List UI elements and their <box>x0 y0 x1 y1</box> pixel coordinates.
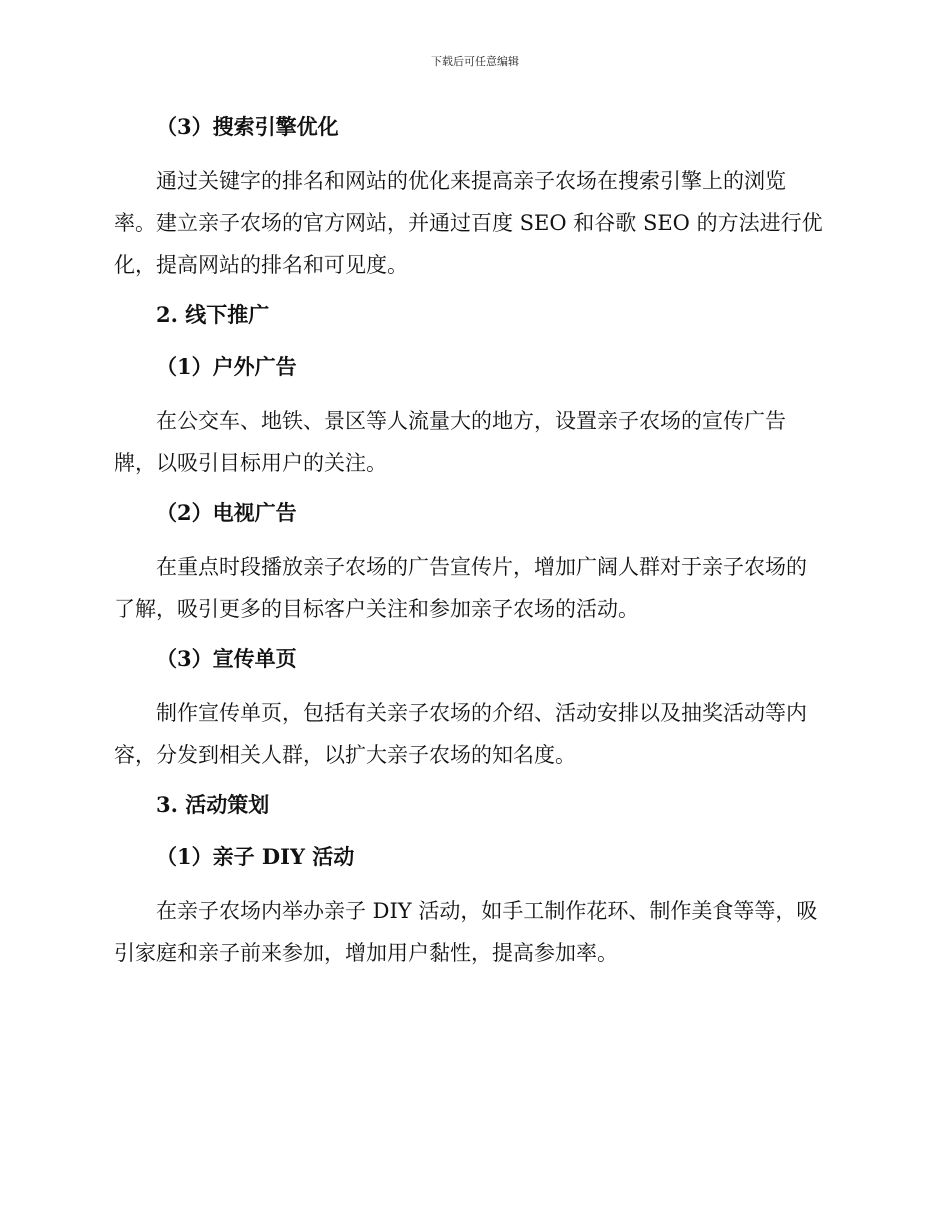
paragraph-line: 牌，以吸引目标用户的关注。 <box>114 451 387 475</box>
paragraph <box>114 546 836 630</box>
paragraph-line: 了解，吸引更多的目标客户关注和参加亲子农场的活动。 <box>114 597 639 621</box>
paragraph <box>114 692 836 776</box>
paragraph-line: 在亲子农场内举办亲子 DIY 活动，如手工制作花环、制作美食等等，吸 <box>156 899 818 923</box>
paragraph-line: 在公交车、地铁、景区等人流量大的地方，设置亲子农场的宣传广告 <box>156 409 786 433</box>
section-heading: （1）户外广告 <box>156 354 297 379</box>
paragraph-line: 在重点时段播放亲子农场的广告宣传片，增加广阔人群对于亲子农场的 <box>156 555 807 579</box>
section-heading: （3）宣传单页 <box>156 646 297 671</box>
paragraph-line: 引家庭和亲子前来参加，增加用户黏性，提高参加率。 <box>114 941 618 965</box>
section-heading: （3）搜索引擎优化 <box>156 114 339 139</box>
paragraph-line: 制作宣传单页，包括有关亲子农场的介绍、活动安排以及抽奖活动等内 <box>156 701 807 725</box>
paragraph-line: 率。建立亲子农场的官方网站，并通过百度 SEO 和谷歌 SEO 的方法进行优 <box>114 211 823 235</box>
paragraph <box>114 160 836 286</box>
section-heading: （2）电视广告 <box>156 500 297 525</box>
section-heading: 3. 活动策划 <box>156 792 270 817</box>
page-header: 下载后可任意编辑 <box>431 55 519 68</box>
section-heading: （1）亲子 DIY 活动 <box>156 844 355 869</box>
paragraph-line: 化，提高网站的排名和可见度。 <box>114 253 408 277</box>
paragraph <box>114 400 836 484</box>
document-body <box>114 108 836 984</box>
paragraph-line: 通过关键字的排名和网站的优化来提高亲子农场在搜索引擎上的浏览 <box>156 169 786 193</box>
paragraph <box>114 890 836 974</box>
section-heading: 2. 线下推广 <box>156 302 270 327</box>
paragraph-line: 容，分发到相关人群，以扩大亲子农场的知名度。 <box>114 743 576 767</box>
